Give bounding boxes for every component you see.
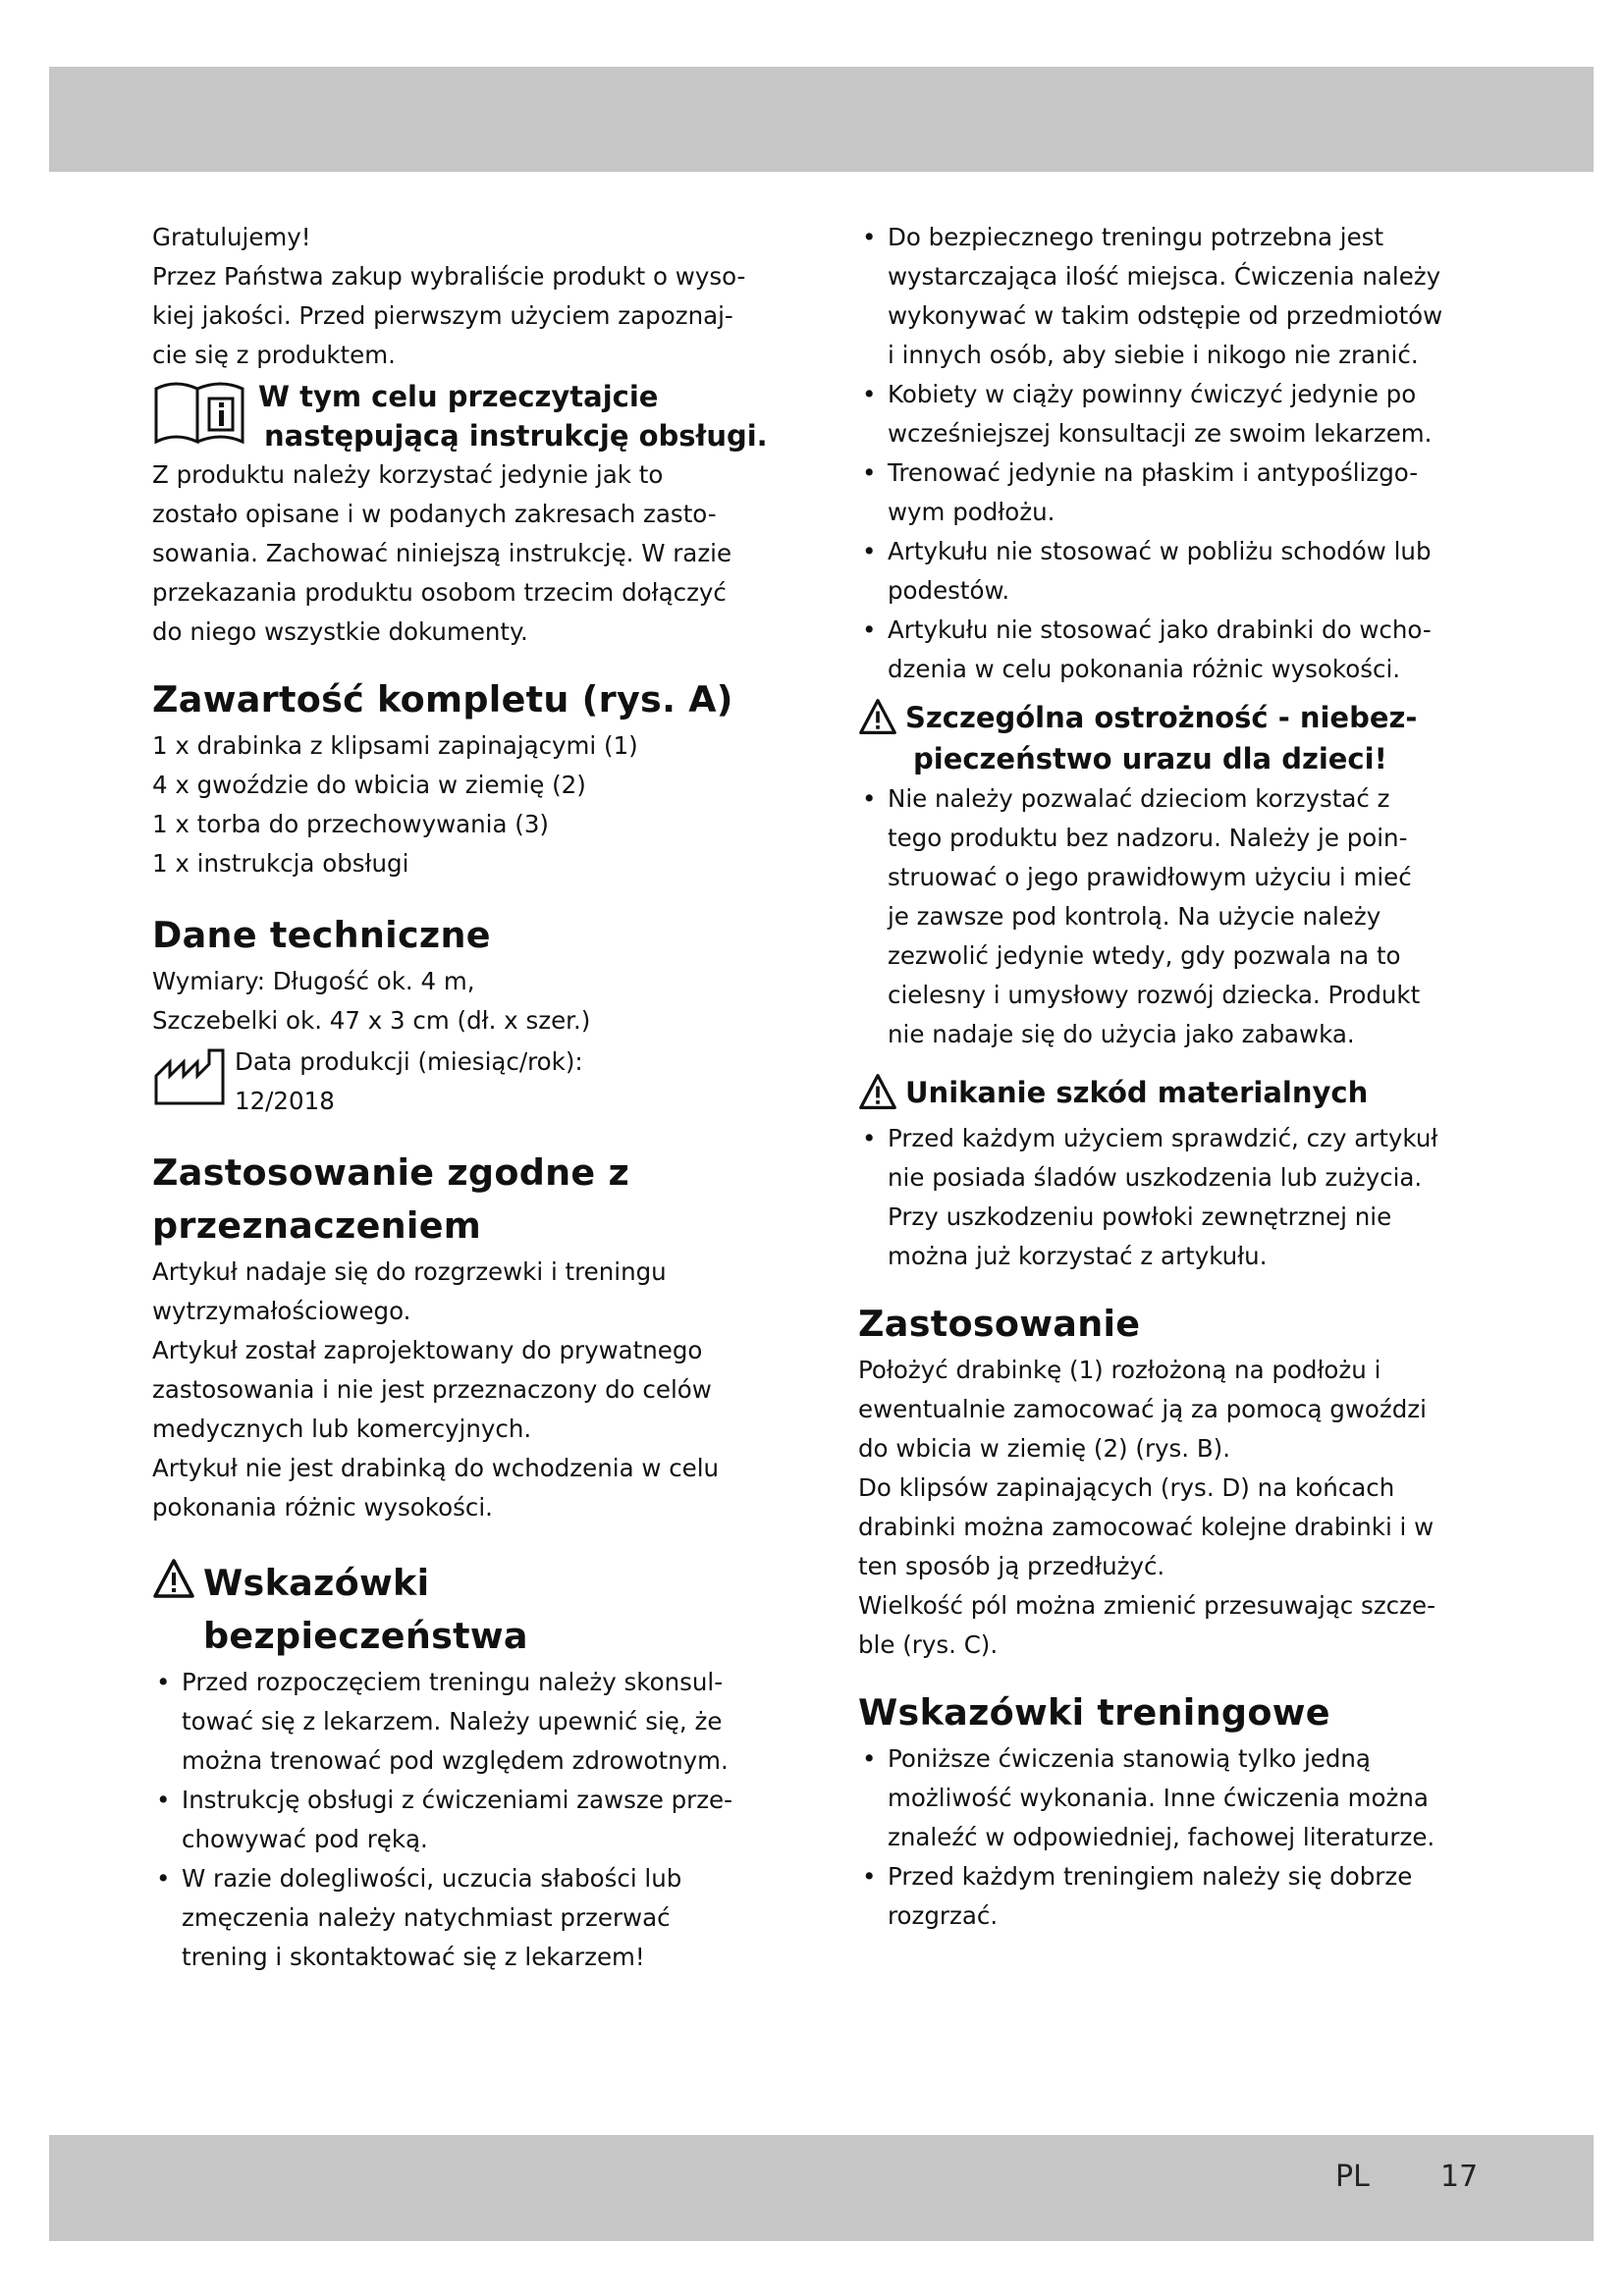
text-line: tować się z lekarzem. Należy upewnić się, że (182, 1707, 723, 1735)
text-line: • W razie dolegliwości, uczucia słabości lub (182, 1864, 682, 1893)
text-line: chowywać pod ręką. (182, 1825, 428, 1853)
text-line: znaleźć w odpowiedniej, fachowej literaturze. (888, 1823, 1435, 1851)
text-line: wcześniejszej konsultacji ze swoim lekarzem. (888, 419, 1433, 448)
text-line: Położyć drabinkę (1) rozłożoną na podłożu i (858, 1356, 1381, 1384)
heading-line: bezpieczeństwa (203, 1615, 528, 1657)
text-line: Przez Państwa zakup wybraliście produkt o wyso- (152, 262, 746, 291)
warning-triangle-icon (858, 1072, 897, 1111)
material-damage-list (858, 1119, 1483, 1276)
text-line: • Przed rozpoczęciem treningu należy skonsul- (182, 1668, 724, 1696)
heading-line: Zastosowanie zgodne z (152, 1151, 630, 1194)
info-book-icon (152, 377, 250, 446)
read-instructions-notice (152, 377, 781, 455)
training-tips-heading: Wskazówki treningowe (858, 1691, 1330, 1734)
text-line: cielesny i umysłowy rozwój dziecka. Produkt (888, 981, 1421, 1009)
safety-list (152, 1663, 781, 1977)
safety-heading (152, 1557, 781, 1663)
heading-line: Szczególna ostrożność - niebez- (905, 701, 1418, 734)
text-line: trening i skontaktować się z lekarzem! (182, 1943, 645, 1971)
list-item (858, 611, 1483, 689)
usage-info-text (152, 455, 781, 652)
contents-list (152, 726, 781, 883)
text-line: struować o jego prawidłowym użyciu i mieć (888, 863, 1412, 891)
text-line: • Trenować jedynie na płaskim i antypoślizgo- (888, 458, 1419, 487)
children-warning-list (858, 779, 1483, 1054)
text-line: Data produkcji (miesiąc/rok): (235, 1047, 583, 1076)
intro-text (152, 218, 781, 375)
production-date (152, 1042, 781, 1121)
text-line: można już korzystać z artykułu. (888, 1242, 1268, 1270)
text-line: ewentualnie zamocować ją za pomocą gwoździ (858, 1395, 1427, 1423)
text-line: • Poniższe ćwiczenia stanowią tylko jedną (888, 1744, 1371, 1773)
text-line: wystarczająca ilość miejsca. Ćwiczenia należy (888, 262, 1441, 291)
intended-use-heading (152, 1147, 781, 1253)
list-item (858, 532, 1483, 611)
list-item (858, 218, 1483, 375)
text-line: wym podłożu. (888, 498, 1056, 526)
text-line: Artykuł nie jest drabinką do wchodzenia w celu (152, 1454, 720, 1482)
technical-data (152, 962, 781, 1041)
text-line: 1 x torba do przechowywania (3) (152, 810, 549, 838)
warning-triangle-icon (152, 1557, 195, 1600)
text-line: pokonania różnic wysokości. (152, 1493, 493, 1522)
text-line: zezwolić jedynie wtedy, gdy pozwala na to (888, 941, 1401, 970)
footer-page-number: 17 (1440, 2160, 1479, 2194)
text-line: podestów. (888, 576, 1010, 605)
text-line: dzenia w celu pokonania różnic wysokości. (888, 655, 1401, 683)
text-line: wykonywać w takim odstępie od przedmiotów (888, 301, 1443, 330)
text-line: nie nadaje się do użycia jako zabawka. (888, 1020, 1355, 1048)
training-tips-list (858, 1739, 1483, 1936)
text-line: • Instrukcję obsługi z ćwiczeniami zawsze prze- (182, 1786, 732, 1814)
right-column (858, 218, 1483, 1936)
notice-heading-line: następującą instrukcję obsługi. (264, 419, 768, 453)
text-line: sowania. Zachować niniejszą instrukcję. W razie (152, 539, 732, 567)
text-line: możliwość wykonania. Inne ćwiczenia można (888, 1784, 1429, 1812)
text-line: Przy uszkodzeniu powłoki zewnętrznej nie (888, 1202, 1392, 1231)
text-line: Szczebelki ok. 47 x 3 cm (dł. x szer.) (152, 1006, 591, 1035)
text-line: 12/2018 (235, 1087, 335, 1115)
text-line: cie się z produktem. (152, 341, 396, 369)
contents-heading: Zawartość kompletu (rys. A) (152, 678, 733, 721)
text-line: Wymiary: Długość ok. 4 m, (152, 967, 475, 995)
technical-data-heading: Dane techniczne (152, 914, 491, 956)
children-warning-heading (858, 697, 1483, 779)
heading-line: Wskazówki (203, 1562, 430, 1604)
list-item (152, 1663, 781, 1781)
text-line: drabinki można zamocować kolejne drabinki i w (858, 1513, 1435, 1541)
footer-language: PL (1335, 2160, 1370, 2194)
text-line: Wielkość pól można zmienić przesuwając szcze- (858, 1591, 1435, 1620)
text-line: i innych osób, aby siebie i nikogo nie zranić. (888, 341, 1419, 369)
list-item (858, 1739, 1483, 1857)
warning-triangle-icon (858, 697, 897, 736)
text-line: Do klipsów zapinających (rys. D) na końcach (858, 1473, 1395, 1502)
text-line: do niego wszystkie dokumenty. (152, 617, 528, 646)
text-line: 1 x instrukcja obsługi (152, 849, 409, 878)
list-item (858, 1857, 1483, 1936)
text-line: 4 x gwoździe do wbicia w ziemię (2) (152, 771, 586, 799)
intended-use-text (152, 1253, 781, 1527)
list-item (858, 1119, 1483, 1276)
list-item (858, 454, 1483, 532)
notice-heading-line: W tym celu przeczytajcie (258, 380, 659, 413)
text-line: • Artykułu nie stosować jako drabinki do wcho- (888, 615, 1432, 644)
text-line: ble (rys. C). (858, 1630, 999, 1659)
text-line: • Przed każdym treningiem należy się dobrze (888, 1862, 1413, 1891)
list-item (152, 1859, 781, 1977)
factory-date-icon (152, 1046, 229, 1107)
heading-line: pieczeństwo urazu dla dzieci! (913, 742, 1387, 775)
text-line: medycznych lub komercyjnych. (152, 1415, 532, 1443)
text-line: ten sposób ją przedłużyć. (858, 1552, 1165, 1580)
text-line: Artykuł nadaje się do rozgrzewki i treningu (152, 1257, 667, 1286)
text-line: • Nie należy pozwalać dzieciom korzystać z (888, 784, 1390, 813)
left-column (152, 218, 781, 1977)
list-item (858, 375, 1483, 454)
text-line: zmęczenia należy natychmiast przerwać (182, 1903, 671, 1932)
text-line: przekazania produktu osobom trzecim dołączyć (152, 578, 727, 607)
text-line: 1 x drabinka z klipsami zapinającymi (1) (152, 731, 638, 760)
text-line: można trenować pod względem zdrowotnym. (182, 1746, 729, 1775)
usage-heading: Zastosowanie (858, 1303, 1141, 1345)
text-line: • Kobiety w ciąży powinny ćwiczyć jedynie po (888, 380, 1417, 408)
text-line: zastosowania i nie jest przeznaczony do celów (152, 1375, 712, 1404)
heading-line: przeznaczeniem (152, 1204, 482, 1247)
list-item (152, 1781, 781, 1859)
text-line: wytrzymałościowego. (152, 1297, 411, 1325)
text-line: Z produktu należy korzystać jedynie jak to (152, 460, 664, 489)
text-line: do wbicia w ziemię (2) (rys. B). (858, 1434, 1231, 1463)
usage-text (858, 1351, 1483, 1665)
material-damage-heading (858, 1072, 1483, 1113)
text-line: Gratulujemy! (152, 223, 311, 251)
text-line: Artykuł został zaprojektowany do prywatnego (152, 1336, 703, 1364)
heading-line: Unikanie szkód materialnych (905, 1076, 1369, 1109)
text-line: rozgrzać. (888, 1901, 999, 1930)
text-line: je zawsze pod kontrolą. Na użycie należy (888, 902, 1381, 931)
text-line: zostało opisane i w podanych zakresach zasto- (152, 500, 717, 528)
text-line: • Artykułu nie stosować w pobliżu schodów lub (888, 537, 1432, 565)
text-line: kiej jakości. Przed pierwszym użyciem zapoznaj- (152, 301, 733, 330)
header-band (49, 67, 1594, 172)
list-item (858, 779, 1483, 1054)
text-line: nie posiada śladów uszkodzenia lub zużycia. (888, 1163, 1423, 1192)
text-line: • Do bezpiecznego treningu potrzebna jest (888, 223, 1384, 251)
text-line: • Przed każdym użyciem sprawdzić, czy artykuł (888, 1124, 1438, 1152)
safety-list-continued (858, 218, 1483, 689)
text-line: tego produktu bez nadzoru. Należy je poin- (888, 824, 1408, 852)
